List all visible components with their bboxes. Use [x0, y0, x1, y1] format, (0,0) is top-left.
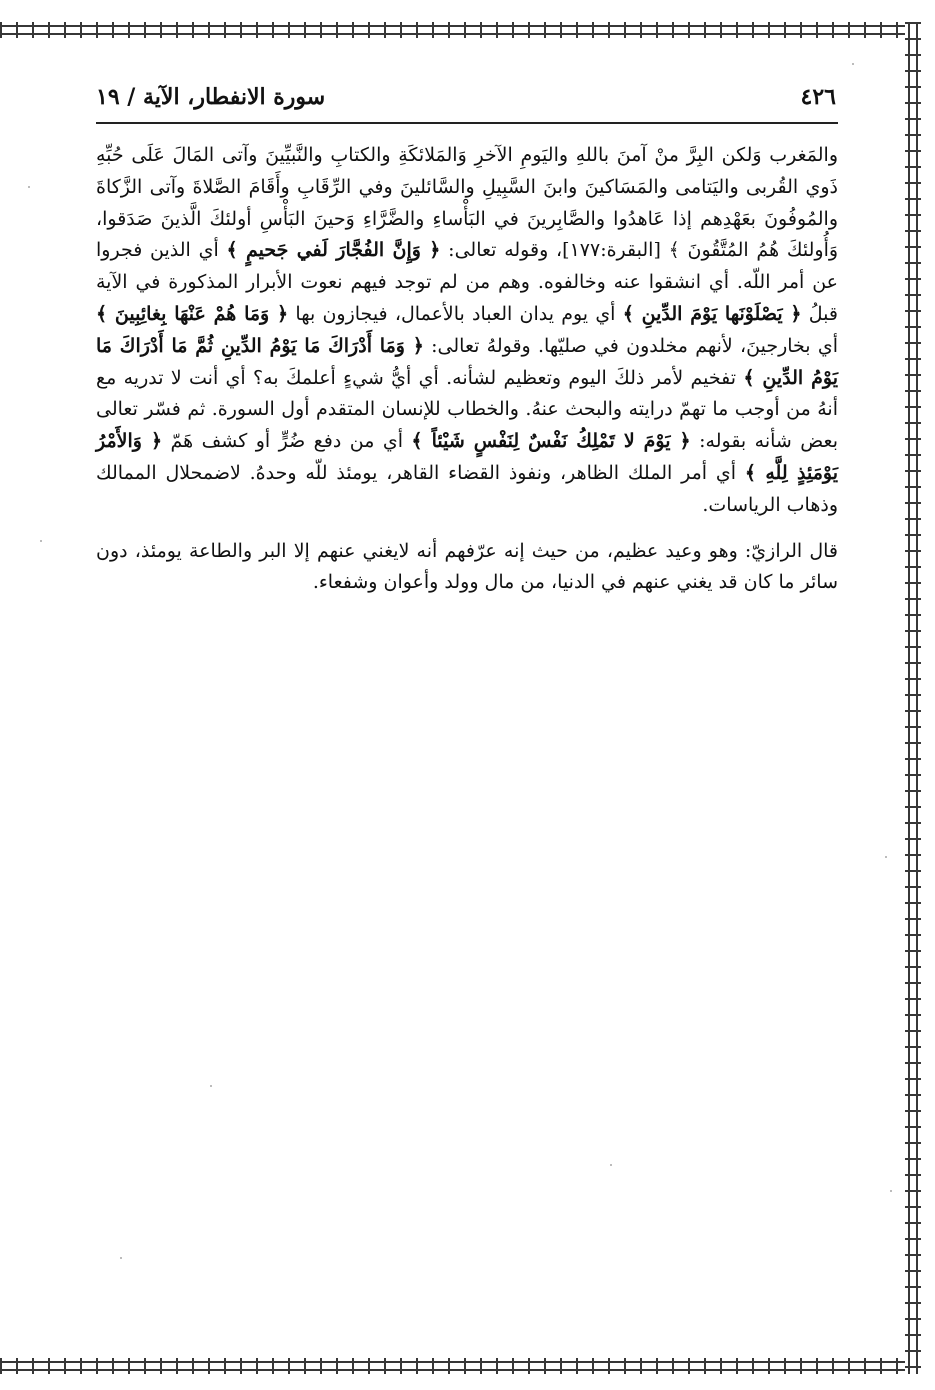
- quran-verse: ﴿ وَمَا أَدْرَاكَ مَا يَوْمُ الدِّينِ ثُمَّ مَا أَدْرَاكَ مَا يَوْمُ الدِّينِ ﴾: [96, 334, 838, 389]
- page-header: [96, 80, 836, 120]
- text-segment: أي من دفع ضُرٍّ أو كشف هَمّ: [162, 430, 403, 453]
- decorative-bottom-border: [0, 1358, 905, 1374]
- scan-speck: [890, 1190, 892, 1192]
- text-segment: والمَغرب وَلكن البِرَّ منْ آمنَ باللهِ واليَومِ الآخرِ وَالمَلائكَةِ والكتابِ والنَّبيِّينَ وآتى المَالَ عَلَى حُبِّهِ ذَوي القُربى واليَتامى والمَسَاكينَ وابنَ السَّبِيلِ والسَّائلينَ وفي الرِّقَابِ وأَقَامَ الصَّلاةَ وآتى الزَّكاةَ والمُوفُونَ بعَهْدِهم إذا عَاهدُوا والصَّابِرينَ في البَأْساءِ والضَّرَّاءِ وَحينَ البَأْسِ أولئكَ الَّذينَ صَدَقوا، وَأُولئكَ هُمُ المُتَّقُونَ ﴾ [البقرة:١٧٧]، وقوله تعالى:: [96, 144, 839, 262]
- quran-verse: ﴿ يَصْلَوْنَها يَوْمَ الدِّينِ ﴾: [622, 302, 802, 325]
- tafsir-text: [96, 140, 838, 599]
- scan-speck: [40, 540, 42, 542]
- scan-speck: [28, 186, 30, 188]
- text-segment: أي يوم يدان العباد بالأعمال، فيجازون بها: [288, 302, 616, 325]
- page-number: ٤٢٦: [800, 84, 836, 110]
- text-segment: قال الرازيّ: وهو وعيد عظيم، من حيث إنه عرّفهم أنه لايغني عنهم إلا البر والطاعة يومئذ، دون سائر ما كان قد يغني عنهم في الدنيا، من مال وولد وأعوان وشفعاء.: [96, 539, 838, 594]
- header-rule: [96, 122, 838, 124]
- scan-speck: [120, 1257, 122, 1259]
- scan-speck: [885, 856, 887, 858]
- text-segment: أي بخارجينَ، لأنهم مخلدون في صليّها. وقولهُ تعالى:: [423, 334, 838, 357]
- quran-verse: ﴿ وَإِنَّ الفُجَّارَ لَفي جَحيمٍ ﴾: [226, 239, 441, 262]
- running-title: سورة الانفطار، الآية / ١٩: [96, 84, 326, 110]
- scan-speck: [210, 1085, 212, 1087]
- text-segment: أي أمر الملك الظاهر، ونفوذ القضاء القاهر، يومئذ للّه وحدهُ. لاضمحلال الممالك وذهاب الرياسات.: [96, 461, 838, 516]
- text-segment: تفخيم لأمر ذلكَ اليوم وتعظيم لشأنه. أي أيُّ شيءٍ أعلمكَ به؟ أي أنت لا تدريه مع أنهُ من أوجب ما تهمّ درايته والبحث عنهُ. والخطاب للإنسان المتقدم أول السورة. ثم فسّر تعالى بعض شأنه بقوله:: [96, 366, 838, 453]
- paragraph-razi-quote: [96, 536, 838, 600]
- scan-speck: [610, 1164, 612, 1166]
- text-segment: أي الذين فجروا عن أمر اللّه. أي انشقوا عنه وخالفوه. وهم من لم توجد فيهم نعوت الأبرار المذكورة في الآية قبلُ: [96, 239, 838, 325]
- scan-speck: [852, 63, 854, 65]
- decorative-top-border: [0, 22, 905, 38]
- quran-verse: ﴿ وَالأَمْرُ يَوْمَئِذٍ لِلَّهِ ﴾: [96, 430, 839, 484]
- decorative-right-border: [905, 22, 921, 1374]
- paragraph-main: [96, 140, 838, 522]
- quran-verse: ﴿ يَوْمَ لا تَمْلِكُ نَفْسٌ لِنَفْسٍ شَيْئاً ﴾: [411, 430, 691, 453]
- quran-verse: ﴿ وَمَا هُمْ عَنْهَا بِغائِبِينَ ﴾: [96, 302, 289, 325]
